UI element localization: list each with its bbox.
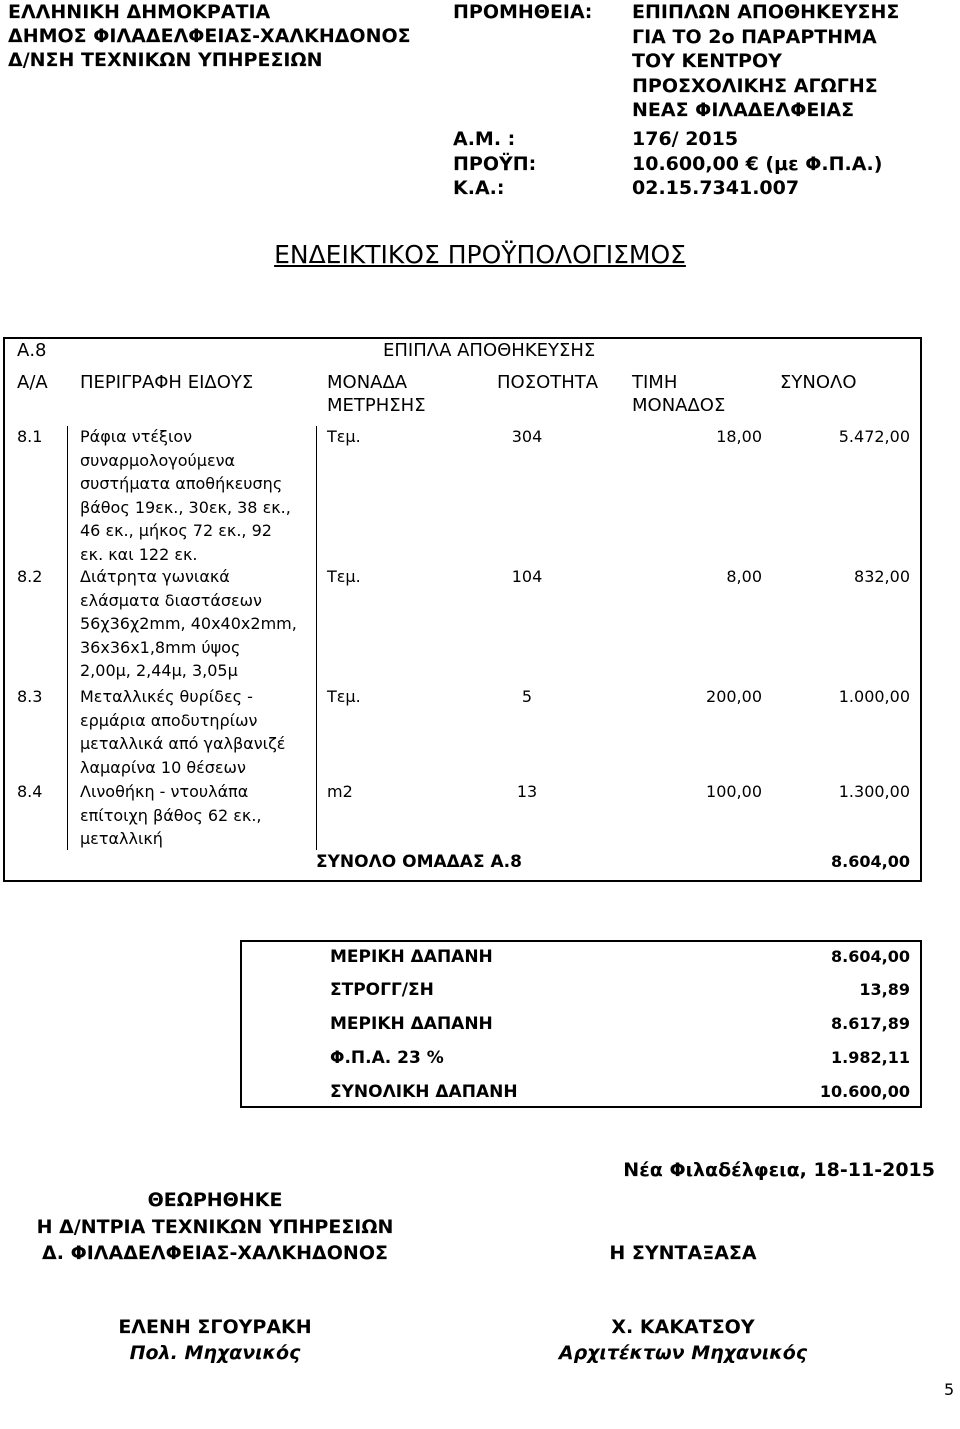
table-row bbox=[5, 565, 920, 683]
row-total: 832,00 bbox=[854, 567, 910, 586]
row-number: 8.1 bbox=[17, 427, 43, 446]
description-line: συναρμολογούμενα bbox=[80, 450, 236, 470]
row-unit: Τεμ. bbox=[327, 567, 361, 586]
procurement-line: ΠΡΟΣΧΟΛΙΚΗΣ ΑΓΩΓΗΣ bbox=[632, 74, 878, 97]
procurement-line: ΓΙΑ ΤΟ 2ο ΠΑΡΑΡΤΗΜΑ bbox=[632, 25, 877, 48]
page-number: 5 bbox=[944, 1380, 955, 1399]
description-line: βάθος 19εκ., 30εκ, 38 εκ., bbox=[80, 497, 291, 517]
description-line: Διάτρητα γωνιακά bbox=[80, 567, 230, 586]
row-quantity: 13 bbox=[516, 782, 538, 801]
row-unit-price: 100,00 bbox=[706, 782, 762, 801]
author-name: Χ. ΚΑΚΑΤΣΟΥ bbox=[611, 1316, 755, 1338]
description-line: Λινοθήκη - ντουλάπα bbox=[80, 782, 249, 801]
procurement-subject bbox=[632, 0, 899, 123]
description-line: Ράφια ντέξιον bbox=[80, 427, 193, 446]
budget-table bbox=[3, 337, 922, 882]
description-line: επίτοιχη βάθος 62 εκ., bbox=[80, 805, 262, 825]
header-quantity: ΠΟΣΟΤΗΤΑ bbox=[497, 372, 599, 393]
summary-label: ΜΕΡΙΚΗ ΔΑΠΑΝΗ bbox=[330, 1014, 493, 1034]
issuer-municipality: ΔΗΜΟΣ ΦΙΛΑΔΕΛΦΕΙΑΣ-ΧΑΛΚΗΔΟΝΟΣ bbox=[8, 25, 411, 47]
summary-label: ΜΕΡΙΚΗ ΔΑΠΑΝΗ bbox=[330, 947, 493, 967]
row-total: 1.000,00 bbox=[838, 687, 910, 706]
row-number: 8.3 bbox=[17, 687, 43, 706]
row-description bbox=[80, 780, 262, 851]
header-description: ΠΕΡΙΓΡΑΦΗ ΕΙΔΟΥΣ bbox=[80, 372, 254, 393]
row-number: 8.2 bbox=[17, 567, 43, 586]
summary-value: 8.617,89 bbox=[831, 1014, 910, 1033]
issuer-department: Δ/ΝΣΗ ΤΕΧΝΙΚΩΝ ΥΠΗΡΕΣΙΩΝ bbox=[8, 49, 323, 71]
procurement-line: ΤΟΥ ΚΕΝΤΡΟΥ bbox=[632, 50, 782, 72]
document-title: ΕΝΔΕΙΚΤΙΚΟΣ ΠΡΟΫΠΟΛΟΓΙΣΜΟΣ bbox=[274, 240, 686, 269]
description-line: 2,00μ, 2,44μ, 3,05μ bbox=[80, 661, 238, 680]
summary-label: Φ.Π.Α. 23 % bbox=[330, 1048, 444, 1068]
table-row bbox=[5, 425, 920, 566]
summary-value: 1.982,11 bbox=[831, 1048, 910, 1067]
row-quantity: 304 bbox=[511, 427, 543, 446]
author-role: Η ΣΥΝΤΑΞΑΣΑ bbox=[609, 1242, 757, 1264]
row-unit: Τεμ. bbox=[327, 427, 361, 446]
row-unit: Τεμ. bbox=[327, 687, 361, 706]
header-unit-price-line: ΜΟΝΑΔΟΣ bbox=[632, 395, 726, 416]
row-total: 5.472,00 bbox=[838, 427, 910, 446]
summary-row bbox=[242, 1047, 920, 1069]
description-line: μεταλλική bbox=[80, 829, 163, 848]
summary-value: 8.604,00 bbox=[831, 947, 910, 966]
description-line: εκ. και 122 εκ. bbox=[80, 544, 198, 564]
row-unit-price: 200,00 bbox=[706, 687, 762, 706]
am-value: 176/ 2015 bbox=[632, 128, 739, 150]
summary-row bbox=[242, 1081, 920, 1103]
header-unit-line: ΜΟΝΑΔΑ bbox=[327, 372, 408, 393]
description-line: 56χ36χ2mm, 40x40x2mm, bbox=[80, 614, 297, 633]
row-unit-price: 18,00 bbox=[716, 427, 762, 446]
summary-label: ΣΥΝΟΛΙΚΗ ΔΑΠΑΝΗ bbox=[330, 1082, 518, 1102]
table-row bbox=[5, 780, 920, 851]
row-description bbox=[80, 565, 297, 683]
issuer-block bbox=[8, 0, 411, 72]
summary-label: ΣΤΡΟΓΓ/ΣΗ bbox=[330, 980, 434, 1000]
header-unit bbox=[327, 371, 426, 417]
row-description bbox=[80, 425, 291, 566]
approval-organization: Δ. ΦΙΛΑΔΕΛΦΕΙΑΣ-ΧΑΛΚΗΔΟΝΟΣ bbox=[42, 1242, 388, 1264]
budget-value: 10.600,00 € (με Φ.Π.Α.) bbox=[632, 153, 883, 175]
summary-row bbox=[242, 946, 920, 968]
header-no: Α/Α bbox=[17, 372, 48, 393]
summary-row bbox=[242, 1013, 920, 1035]
row-unit: m2 bbox=[327, 782, 353, 801]
group-total-label: ΣΥΝΟΛΟ ΟΜΑΔΑΣ Α.8 bbox=[316, 852, 522, 872]
am-label: Α.Μ. : bbox=[453, 128, 516, 150]
summary-value: 10.600,00 bbox=[819, 1082, 910, 1101]
group-code: Α.8 bbox=[17, 340, 47, 361]
approval-role: Η Δ/ΝΤΡΙΑ ΤΕΧΝΙΚΩΝ ΥΠΗΡΕΣΙΩΝ bbox=[36, 1216, 394, 1238]
cost-summary bbox=[240, 940, 922, 1108]
author-title: Αρχιτέκτων Μηχανικός bbox=[558, 1342, 808, 1364]
procurement-line: ΝΕΑΣ ΦΙΛΑΔΕΛΦΕΙΑΣ bbox=[632, 99, 855, 121]
description-line: ερμάρια αποδυτηρίων bbox=[80, 710, 258, 730]
description-line: Μεταλλικές θυρίδες - bbox=[80, 687, 253, 706]
description-line: ελάσματα διαστάσεων bbox=[80, 590, 262, 610]
group-name: ΕΠΙΠΛΑ ΑΠΟΘΗΚΕΥΣΗΣ bbox=[383, 340, 596, 361]
description-line: 46 εκ., μήκος 72 εκ., 92 bbox=[80, 521, 272, 540]
approver-title: Πολ. Μηχανικός bbox=[129, 1342, 301, 1364]
budget-label: ΠΡΟΫΠ: bbox=[453, 153, 537, 175]
header-total: ΣΥΝΟΛΟ bbox=[780, 372, 857, 393]
issuer-country: ΕΛΛΗΝΙΚΗ ΔΗΜΟΚΡΑΤΙΑ bbox=[8, 1, 271, 23]
description-line: μεταλλικά από γαλβανιζέ bbox=[80, 734, 286, 753]
description-line: 36x36x1,8mm ύψος bbox=[80, 637, 241, 657]
place-date: Νέα Φιλαδέλφεια, 18-11-2015 bbox=[623, 1159, 935, 1181]
header-unit-price bbox=[632, 371, 725, 417]
row-quantity: 5 bbox=[521, 687, 533, 706]
ka-label: Κ.Α.: bbox=[453, 177, 505, 199]
group-total-value: 8.604,00 bbox=[831, 852, 910, 871]
summary-value: 13,89 bbox=[859, 980, 910, 999]
row-number: 8.4 bbox=[17, 782, 43, 801]
approval-heading: ΘΕΩΡΗΘΗΚΕ bbox=[147, 1189, 283, 1211]
table-row bbox=[5, 685, 920, 779]
row-description bbox=[80, 685, 285, 779]
description-line: λαμαρίνα 10 θέσεων bbox=[80, 757, 246, 777]
summary-row bbox=[242, 979, 920, 1001]
row-quantity: 104 bbox=[511, 567, 543, 586]
header-unit-price-line: ΤΙΜΗ bbox=[632, 372, 678, 393]
row-unit-price: 8,00 bbox=[726, 567, 762, 586]
approver-name: ΕΛΕΝΗ ΣΓΟΥΡΑΚΗ bbox=[118, 1316, 312, 1338]
row-total: 1.300,00 bbox=[838, 782, 910, 801]
ka-value: 02.15.7341.007 bbox=[632, 177, 800, 199]
description-line: συστήματα αποθήκευσης bbox=[80, 474, 283, 493]
header-unit-line: ΜΕΤΡΗΣΗΣ bbox=[327, 395, 426, 416]
procurement-label: ΠΡΟΜΗΘΕΙΑ: bbox=[453, 1, 593, 23]
procurement-line: ΕΠΙΠΛΩΝ ΑΠΟΘΗΚΕΥΣΗΣ bbox=[632, 1, 900, 23]
